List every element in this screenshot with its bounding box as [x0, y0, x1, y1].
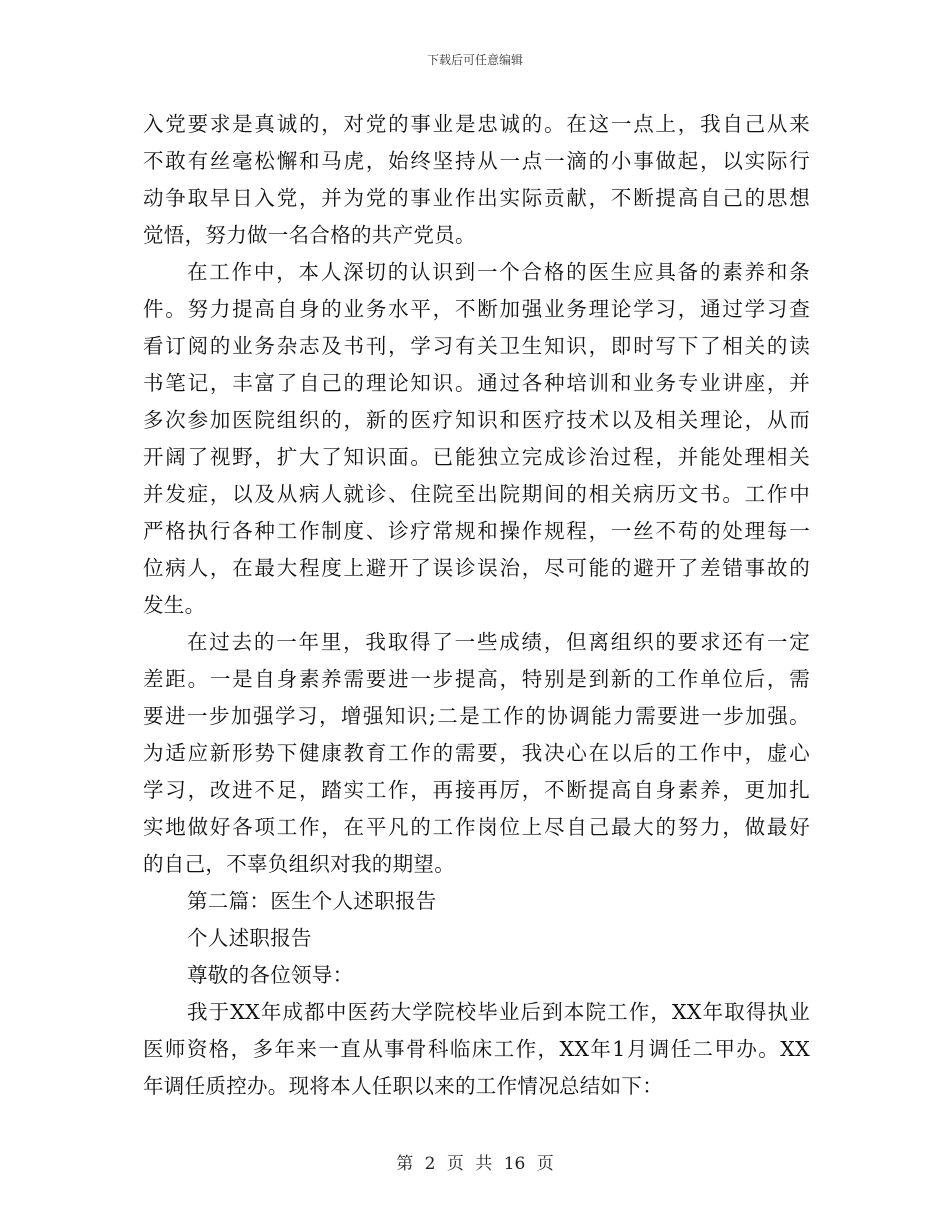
page-footer: 第 2 页 共 16 页 — [396, 1154, 554, 1174]
text-line: 开阔了视野，扩大了知识面。已能独立完成诊治过程，并能处理相关 — [143, 445, 810, 469]
text-line: 我于XX年成都中医药大学院校毕业后到本院工作，XX年取得执业 — [187, 1000, 810, 1024]
text-line: 严格执行各种工作制度、诊疗常规和操作规程，一丝不苟的处理每一 — [143, 519, 810, 543]
document-body — [143, 106, 810, 1105]
text-line: 差距。一是自身素养需要进一步提高，特别是到新的工作单位后，需 — [143, 667, 810, 691]
page-header: 下载后可任意编辑 — [426, 53, 523, 67]
text-line: 尊敬的各位领导： — [187, 963, 354, 987]
text-line: 在过去的一年里，我取得了一些成绩，但离组织的要求还有一定 — [187, 630, 810, 654]
text-line: 个人述职报告 — [187, 926, 312, 950]
text-line: 位病人，在最大程度上避开了误诊误治，尽可能的避开了差错事故的 — [143, 556, 810, 580]
text-line: 动争取早日入党，并为党的事业作出实际贡献，不断提高自己的思想 — [143, 186, 810, 210]
text-line: 并发症，以及从病人就诊、住院至出院期间的相关病历文书。工作中 — [143, 482, 810, 506]
text-line: 在工作中，本人深切的认识到一个合格的医生应具备的素养和条 — [187, 260, 810, 284]
text-line: 学习，改进不足，踏实工作，再接再厉，不断提高自身素养，更加扎 — [143, 778, 810, 802]
text-line: 入党要求是真诚的，对党的事业是忠诚的。在这一点上，我自己从来 — [143, 112, 810, 136]
text-line: 年调任质控办。现将本人任职以来的工作情况总结如下： — [143, 1074, 663, 1098]
text-line: 看订阅的业务杂志及书刊，学习有关卫生知识，即时写下了相关的读 — [143, 334, 810, 358]
text-line: 书笔记，丰富了自己的理论知识。通过各种培训和业务专业讲座，并 — [143, 371, 810, 395]
text-line: 件。努力提高自身的业务水平，不断加强业务理论学习，通过学习查 — [143, 297, 810, 321]
text-line: 的自己，不辜负组织对我的期望。 — [143, 852, 455, 876]
text-line: 要进一步加强学习，增强知识;二是工作的协调能力需要进一步加强。 — [143, 704, 810, 728]
text-line: 觉悟，努力做一名合格的共产党员。 — [143, 223, 476, 247]
text-line: 不敢有丝毫松懈和马虎，始终坚持从一点一滴的小事做起，以实际行 — [143, 149, 810, 173]
text-line: 实地做好各项工作，在平凡的工作岗位上尽自己最大的努力，做最好 — [143, 815, 810, 839]
text-line: 为适应新形势下健康教育工作的需要，我决心在以后的工作中，虚心 — [143, 741, 810, 765]
text-line: 第二篇：医生个人述职报告 — [187, 889, 437, 913]
text-line: 医师资格，多年来一直从事骨科临床工作，XX年1月调任二甲办。XX — [143, 1037, 810, 1061]
text-line: 多次参加医院组织的，新的医疗知识和医疗技术以及相关理论，从而 — [143, 408, 810, 432]
text-line: 发生。 — [143, 593, 206, 617]
